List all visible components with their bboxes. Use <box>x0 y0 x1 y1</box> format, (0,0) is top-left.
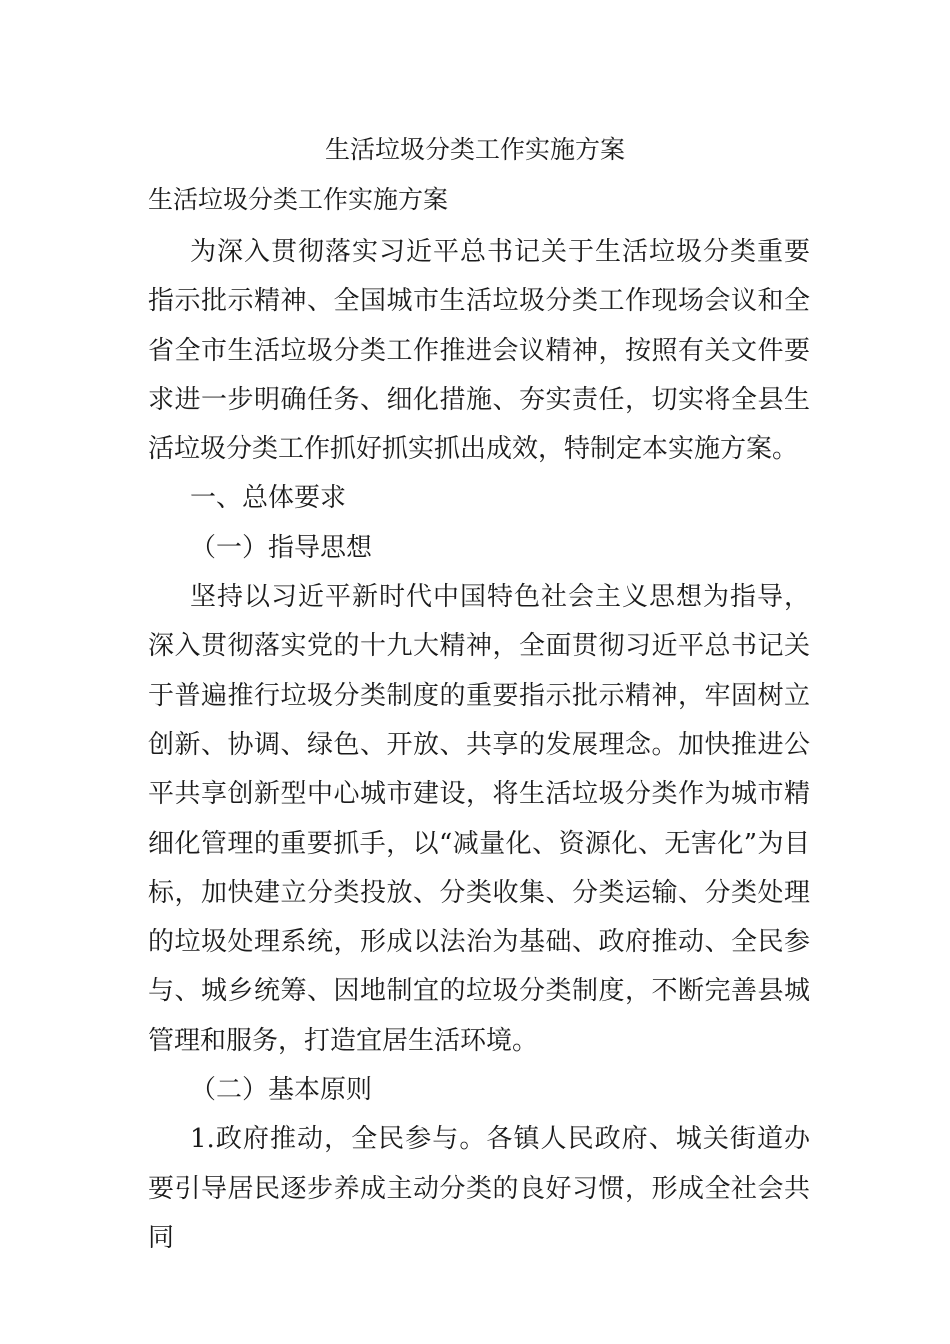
subsection-heading-guiding-ideology: （一）指导思想 <box>190 532 373 563</box>
document-body <box>148 228 810 1263</box>
document-subtitle: 生活垃圾分类工作实施方案 <box>148 185 449 214</box>
principle-1-paragraph: 1.政府推动，全民参与。各镇人民政府、城关街道办要引导居民逐步养成主动分类的良好习惯，形成全社会共同 <box>148 1124 810 1253</box>
guiding-ideology-paragraph: 坚持以习近平新时代中国特色社会主义思想为指导，深入贯彻落实党的十九大精神，全面贯彻习近平总书记关于普遍推行垃圾分类制度的重要指示批示精神，牢固树立创新、协调、绿色、开放、共享的发展理念。加快推进公平共享创新型中心城市建设，将生活垃圾分类作为城市精细化管理的重要抓手，以“减量化、资源化、无害化”为目标，加快建立分类投放、分类收集、分类运输、分类处理的垃圾处理系统，形成以法治为基础、政府推动、全民参与、城乡统筹、因地制宜的垃圾分类制度，不断完善县城管理和服务，打造宜居生活环境。 <box>148 582 810 1056</box>
subsection-heading-basic-principles: （二）基本原则 <box>190 1075 373 1106</box>
intro-paragraph: 为深入贯彻落实习近平总书记关于生活垃圾分类重要指示批示精神、全国城市生活垃圾分类工作现场会议和全省全市生活垃圾分类工作推进会议精神，按照有关文件要求进一步明确任务、细化措施、夯实责任，切实将全县生活垃圾分类工作抓好抓实抓出成效，特制定本实施方案。 <box>148 237 810 465</box>
section-heading-overall-requirements: 一、总体要求 <box>190 483 347 514</box>
document-title: 生活垃圾分类工作实施方案 <box>324 135 625 164</box>
